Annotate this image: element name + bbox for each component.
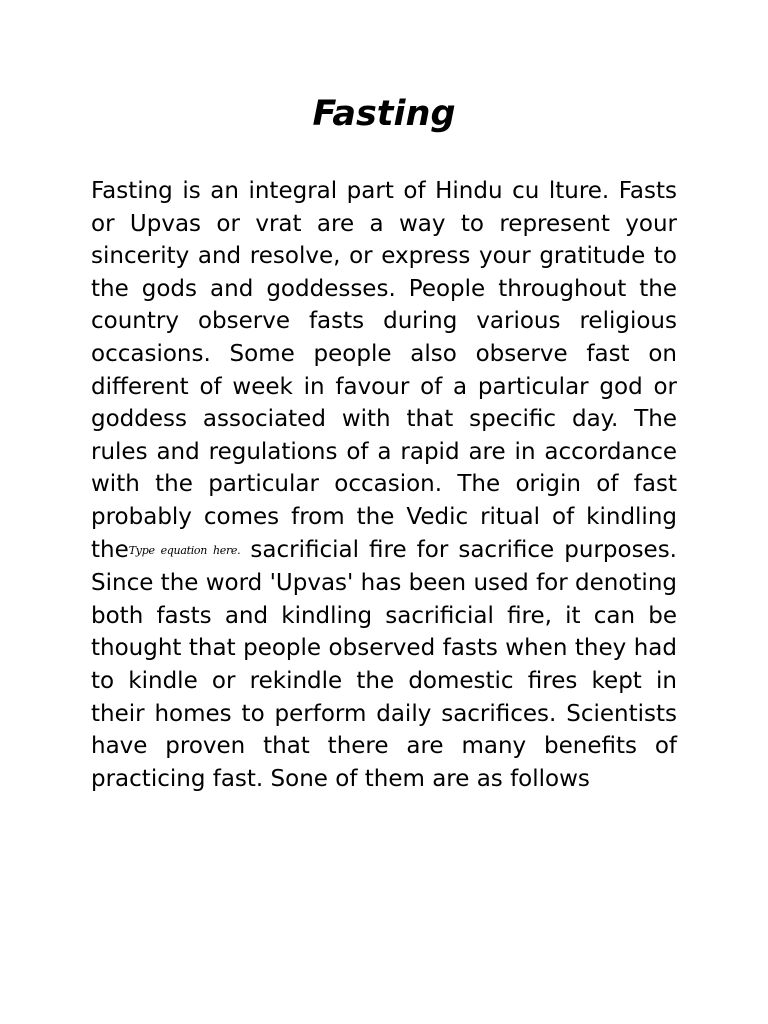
body-paragraph (91, 175, 677, 795)
paragraph-text-before: Fasting is an integral part of Hindu cu lture. Fasts or Upvas or vrat are a way to represent your sincerity and resolve, or express your gratitude to the gods and goddesses. People throughout the country observe fasts during various religious occasions. Some people also observe fast on different of week in favour of a particular god or goddess associated with that specific day. The rules and regulations of a rapid are in accordance with the particular occasion. The origin of fast probably comes from the Vedic ritual of kindling the (91, 178, 677, 563)
document-title: Fasting (312, 94, 456, 134)
equation-placeholder[interactable]: Type equation here. (128, 543, 241, 557)
paragraph-text-after: sacrificial fire for sacrifice purposes. Since the word 'Upvas' has been used for denoting both fasts and kindling sacrificial fire, it can be thought that people observed fasts when they had to kindle or rekindle the domestic fires kept in their homes to perform daily sacrifices. Scientists have proven that there are many benefits of practicing fast. Sone of them are as follows (91, 536, 677, 792)
